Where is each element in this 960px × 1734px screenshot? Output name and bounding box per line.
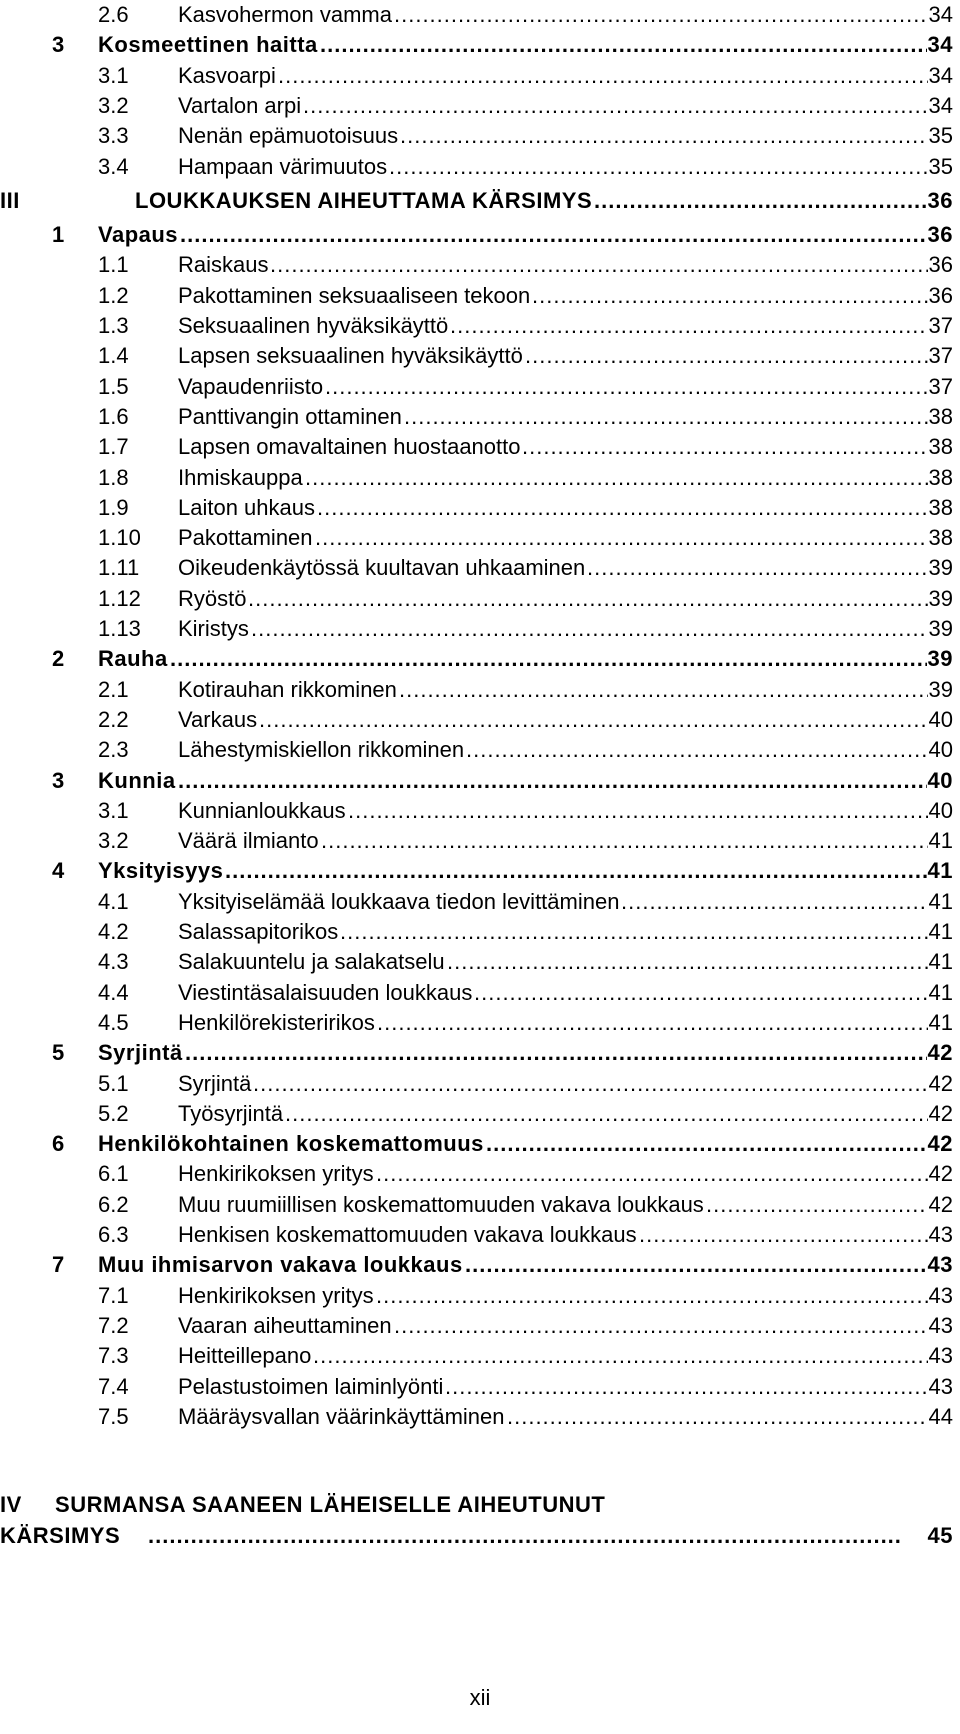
toc-leader-dots <box>303 91 928 121</box>
toc-leader-dots <box>285 1099 928 1129</box>
toc-page-number: 38 <box>928 465 953 490</box>
toc-page-number: 35 <box>928 154 953 179</box>
toc-section-number: 4.4 <box>98 980 129 1005</box>
toc-page-number: 41 <box>928 1010 953 1035</box>
toc-entry[interactable] <box>0 493 953 523</box>
toc-section-number: 2.6 <box>98 2 129 27</box>
toc-entry[interactable] <box>0 1372 953 1402</box>
toc-entry[interactable] <box>0 978 953 1008</box>
toc-section-number: III <box>0 188 20 213</box>
toc-page-number: 37 <box>928 313 953 338</box>
toc-page-number: 34 <box>928 2 953 27</box>
toc-leader-dots <box>253 1069 928 1099</box>
toc-section-title: Henkilökohtainen koskemattomuus <box>98 1131 484 1156</box>
toc-section-title: Kosmeettinen haitta <box>98 32 318 57</box>
toc-section-title: Lapsen omavaltainen huostaanotto <box>178 434 521 459</box>
toc-leader-dots <box>706 1190 928 1220</box>
toc-page-number: 40 <box>927 768 953 793</box>
toc-entry[interactable] <box>0 917 953 947</box>
toc-section-number: 3.1 <box>98 63 129 88</box>
toc-section-title: Syrjintä <box>178 1071 252 1096</box>
toc-page-number: 35 <box>928 123 953 148</box>
toc-part-iv-title-line2: KÄRSIMYS <box>0 1523 121 1548</box>
toc-page-number: 37 <box>928 343 953 368</box>
toc-leader-dots <box>178 766 927 796</box>
toc-leader-dots <box>522 432 928 462</box>
toc-entry[interactable] <box>0 1402 953 1432</box>
toc-section-number: 7.4 <box>98 1374 129 1399</box>
toc-page-number: 39 <box>928 555 953 580</box>
toc-section-number: 1.3 <box>98 313 129 338</box>
toc-section-number: 4.5 <box>98 1010 129 1035</box>
toc-section-number: 1.1 <box>98 252 129 277</box>
toc-section-title: Yksityisyys <box>98 858 224 883</box>
toc-page-number: 43 <box>927 1252 953 1277</box>
toc-section-number: 4 <box>52 858 65 883</box>
toc-page-number: 40 <box>928 798 953 823</box>
toc-entry-part-iv[interactable] <box>0 1521 953 1551</box>
toc-leader-dots <box>399 675 928 705</box>
toc-part-iv-heading <box>0 1490 605 1520</box>
toc-entry[interactable] <box>0 796 953 826</box>
toc-entry[interactable] <box>0 523 953 553</box>
toc-entry[interactable] <box>0 121 953 151</box>
toc-section-number: 7.1 <box>98 1283 129 1308</box>
toc-section-number: 2.3 <box>98 737 129 762</box>
toc-leader-dots <box>594 186 927 216</box>
toc-leader-dots <box>474 978 928 1008</box>
toc-page-number: 42 <box>927 1040 953 1065</box>
toc-page-number: 41 <box>928 980 953 1005</box>
toc-section-number: 2 <box>52 646 65 671</box>
toc-leader-dots <box>320 30 927 60</box>
toc-page-number: 42 <box>928 1071 953 1096</box>
toc-section-number: 7.3 <box>98 1343 129 1368</box>
toc-page-number: 42 <box>928 1192 953 1217</box>
toc-leader-dots <box>148 1521 903 1551</box>
toc-entry[interactable] <box>0 1250 953 1280</box>
toc-page-number: 41 <box>928 889 953 914</box>
toc-entry[interactable] <box>0 1311 953 1341</box>
toc-section-title: Henkisen koskemattomuuden vakava loukkaus <box>178 1222 637 1247</box>
toc-section-number: 2.2 <box>98 707 129 732</box>
toc-leader-dots <box>400 121 928 151</box>
toc-section-number: 1 <box>52 222 65 247</box>
toc-section-title: Muu ihmisarvon vakava loukkaus <box>98 1252 463 1277</box>
toc-entry[interactable] <box>0 887 953 917</box>
toc-page-number: 37 <box>928 374 953 399</box>
toc-entry[interactable] <box>0 30 953 60</box>
toc-section-title: Seksuaalinen hyväksikäyttö <box>178 313 449 338</box>
toc-section-number: 4.3 <box>98 949 129 974</box>
toc-section-title: Muu ruumiillisen koskemattomuuden vakava loukkaus <box>178 1192 704 1217</box>
toc-section-number: 3.2 <box>98 828 129 853</box>
toc-section-title: Lapsen seksuaalinen hyväksikäyttö <box>178 343 523 368</box>
toc-page-number: 40 <box>928 707 953 732</box>
toc-section-title: Ryöstö <box>178 586 247 611</box>
toc-entry[interactable] <box>0 1159 953 1189</box>
toc-section-title: Pelastustoimen laiminlyönti <box>178 1374 444 1399</box>
toc-leader-dots <box>313 1341 928 1371</box>
toc-section-title: LOUKKAUKSEN AIHEUTTAMA KÄRSIMYS <box>135 188 593 213</box>
toc-section-title: Viestintäsalaisuuden loukkaus <box>178 980 473 1005</box>
toc-leader-dots <box>525 341 928 371</box>
toc-section-number: 3.1 <box>98 798 129 823</box>
toc-section-title: Henkirikoksen yritys <box>178 1283 374 1308</box>
toc-page-number: 38 <box>928 525 953 550</box>
toc-entry[interactable] <box>0 644 953 674</box>
toc-page-number: 36 <box>928 283 953 308</box>
toc-section-title: Kunnianloukkaus <box>178 798 346 823</box>
toc-entry[interactable] <box>0 1008 953 1038</box>
toc-entry[interactable] <box>0 1190 953 1220</box>
toc-entry[interactable] <box>0 152 953 182</box>
toc-leader-dots <box>325 372 928 402</box>
toc-leader-dots <box>315 523 928 553</box>
toc-section-title: Nenän epämuotoisuus <box>178 123 399 148</box>
toc-section-number: 5.1 <box>98 1071 129 1096</box>
toc-page-number: 36 <box>928 252 953 277</box>
toc-page-number: 43 <box>928 1313 953 1338</box>
toc-section-title: Yksityiselämää loukkaava tiedon levittäminen <box>178 889 620 914</box>
toc-leader-dots <box>270 250 928 280</box>
toc-leader-dots <box>376 1159 928 1189</box>
toc-section-number: 7.2 <box>98 1313 129 1338</box>
toc-section-number: 1.8 <box>98 465 129 490</box>
toc-entry[interactable] <box>0 1038 953 1068</box>
toc-page-number: 39 <box>928 586 953 611</box>
toc-page-number: 34 <box>928 63 953 88</box>
toc-leader-dots <box>450 311 928 341</box>
toc-leader-dots <box>340 917 928 947</box>
toc-page-number: 42 <box>928 1101 953 1126</box>
toc-entry[interactable] <box>0 553 953 583</box>
toc-section-number: 2.1 <box>98 677 129 702</box>
toc-leader-dots <box>587 553 928 583</box>
toc-entry[interactable] <box>0 61 953 91</box>
toc-entry[interactable] <box>0 614 953 644</box>
toc-section-title: Kasvoarpi <box>178 63 276 88</box>
toc-section-number: 1.7 <box>98 434 129 459</box>
toc-page-number: 43 <box>928 1222 953 1247</box>
toc-section-number: 1.12 <box>98 586 141 611</box>
toc-section-title: Rauha <box>98 646 168 671</box>
toc-section-number: 7 <box>52 1252 65 1277</box>
toc-section-number: 1.13 <box>98 616 141 641</box>
toc-entry[interactable] <box>0 372 953 402</box>
toc-leader-dots <box>305 463 928 493</box>
toc-page-number: 43 <box>928 1343 953 1368</box>
toc-page-number: 34 <box>928 93 953 118</box>
toc-leader-dots <box>259 705 928 735</box>
toc-page-number: 34 <box>927 32 953 57</box>
toc-section-title: Työsyrjintä <box>178 1101 284 1126</box>
toc-section-title: Kotirauhan rikkominen <box>178 677 397 702</box>
toc-section-title: Varkaus <box>178 707 258 732</box>
toc-section-title: Panttivangin ottaminen <box>178 404 402 429</box>
toc-entry[interactable] <box>0 947 953 977</box>
toc-leader-dots <box>507 1402 928 1432</box>
toc-leader-dots <box>185 1038 927 1068</box>
toc-section-title: Hampaan värimuutos <box>178 154 388 179</box>
toc-page-number: 42 <box>927 1131 953 1156</box>
toc-leader-dots <box>376 1281 928 1311</box>
toc-section-title: Vaaran aiheuttaminen <box>178 1313 392 1338</box>
toc-section-title: Vapaus <box>98 222 179 247</box>
toc-section-number: 6.2 <box>98 1192 129 1217</box>
toc-section-number: 1.6 <box>98 404 129 429</box>
toc-entry[interactable] <box>0 281 953 311</box>
toc-section-title: Heitteillepano <box>178 1343 312 1368</box>
toc-leader-dots <box>180 220 927 250</box>
page-footer-number: xii <box>469 1685 491 1710</box>
toc-part-iv-title-line1: SURMANSA SAANEEN LÄHEISELLE AIHEUTUNUT <box>55 1492 606 1517</box>
toc-page-number: 42 <box>928 1161 953 1186</box>
toc-section-number: 1.2 <box>98 283 129 308</box>
toc-entry[interactable] <box>0 311 953 341</box>
toc-section-number: 3 <box>52 768 65 793</box>
toc-section-title: Pakottaminen seksuaaliseen tekoon <box>178 283 531 308</box>
toc-section-number: 1.5 <box>98 374 129 399</box>
toc-page-number: 41 <box>928 919 953 944</box>
toc-section-title: Väärä ilmianto <box>178 828 319 853</box>
toc-leader-dots <box>317 493 928 523</box>
toc-entry[interactable] <box>0 432 953 462</box>
toc-leader-dots <box>621 887 928 917</box>
toc-page-number: 39 <box>928 677 953 702</box>
toc-page-number: 36 <box>927 222 953 247</box>
toc-section-number: 1.4 <box>98 343 129 368</box>
toc-section-title: Oikeudenkäytössä kuultavan uhkaaminen <box>178 555 586 580</box>
toc-leader-dots <box>389 152 928 182</box>
toc-section-number: 3.2 <box>98 93 129 118</box>
toc-entry[interactable] <box>0 766 953 796</box>
toc-section-number: 6.1 <box>98 1161 129 1186</box>
toc-entry[interactable] <box>0 463 953 493</box>
toc-leader-dots <box>639 1220 928 1250</box>
toc-section-title: Määräysvallan väärinkäyttäminen <box>178 1404 505 1429</box>
toc-entry[interactable] <box>0 1099 953 1129</box>
toc-section-title: Kiristys <box>178 616 249 641</box>
toc-leader-dots <box>486 1129 927 1159</box>
toc-section-number: 3.3 <box>98 123 129 148</box>
toc-page-number: 40 <box>928 737 953 762</box>
toc-page-number: 39 <box>927 646 953 671</box>
toc-section-title: Vapaudenriisto <box>178 374 324 399</box>
toc-section-number: 4.2 <box>98 919 129 944</box>
toc-entry[interactable] <box>0 856 953 886</box>
toc-leader-dots <box>465 1250 927 1280</box>
toc-section-title: Vartalon arpi <box>178 93 302 118</box>
toc-section-number: 1.10 <box>98 525 141 550</box>
toc-entry[interactable] <box>0 1069 953 1099</box>
toc-part-iv-number: IV <box>0 1492 22 1517</box>
toc-section-number: 6.3 <box>98 1222 129 1247</box>
toc-section-title: Raiskaus <box>178 252 269 277</box>
toc-section-title: Lähestymiskiellon rikkominen <box>178 737 465 762</box>
toc-section-number: 5 <box>52 1040 65 1065</box>
toc-leader-dots <box>394 0 928 30</box>
toc-section-number: 3 <box>52 32 65 57</box>
toc-leader-dots <box>225 856 927 886</box>
toc-leader-dots <box>466 735 928 765</box>
toc-page-number: 43 <box>928 1374 953 1399</box>
toc-entry[interactable] <box>0 675 953 705</box>
toc-entry[interactable] <box>0 1129 953 1159</box>
toc-section-title: Pakottaminen <box>178 525 313 550</box>
toc-entry[interactable] <box>0 341 953 371</box>
toc-section-number: 4.1 <box>98 889 129 914</box>
toc-section-number: 3.4 <box>98 154 129 179</box>
toc-section-title: Ihmiskauppa <box>178 465 303 490</box>
toc-leader-dots <box>445 1372 928 1402</box>
toc-leader-dots <box>394 1311 928 1341</box>
toc-page-number: 45 <box>927 1523 953 1548</box>
toc-leader-dots <box>248 584 928 614</box>
toc-entry[interactable] <box>0 735 953 765</box>
toc-page-number: 43 <box>928 1283 953 1308</box>
toc-page-number: 39 <box>928 616 953 641</box>
toc-page-number: 38 <box>928 495 953 520</box>
toc-page-number: 41 <box>927 858 953 883</box>
toc-section-title: Kasvohermon vamma <box>178 2 392 27</box>
toc-leader-dots <box>278 61 928 91</box>
toc-section-title: Henkirikoksen yritys <box>178 1161 374 1186</box>
toc-entry[interactable] <box>0 705 953 735</box>
toc-section-number: 6 <box>52 1131 65 1156</box>
toc-page-number: 38 <box>928 434 953 459</box>
toc-page-number: 41 <box>928 949 953 974</box>
toc-page-number: 44 <box>928 1404 953 1429</box>
toc-section-title: Henkilörekisteririkos <box>178 1010 375 1035</box>
toc-entry[interactable] <box>0 91 953 121</box>
toc-leader-dots <box>321 826 928 856</box>
toc-entry[interactable] <box>0 1281 953 1311</box>
toc-leader-dots <box>170 644 927 674</box>
toc-leader-dots <box>348 796 928 826</box>
toc-leader-dots <box>377 1008 928 1038</box>
toc-section-number: 5.2 <box>98 1101 129 1126</box>
toc-entry[interactable] <box>0 0 953 30</box>
toc-leader-dots <box>251 614 928 644</box>
toc-entry[interactable] <box>0 250 953 280</box>
toc-section-title: Kunnia <box>98 768 176 793</box>
toc-page-number: 36 <box>927 188 953 213</box>
toc-entry[interactable] <box>0 186 953 216</box>
toc-entry[interactable] <box>0 1341 953 1371</box>
toc-section-number: 1.11 <box>98 555 140 580</box>
toc-entry[interactable] <box>0 826 953 856</box>
toc-entry[interactable] <box>0 402 953 432</box>
toc-leader-dots <box>532 281 928 311</box>
toc-entry[interactable] <box>0 584 953 614</box>
toc-section-number: 1.9 <box>98 495 129 520</box>
toc-leader-dots <box>447 947 928 977</box>
toc-section-number: 7.5 <box>98 1404 129 1429</box>
toc-page-number: 41 <box>928 828 953 853</box>
toc-section-title: Salakuuntelu ja salakatselu <box>178 949 445 974</box>
toc-page-number: 38 <box>928 404 953 429</box>
toc-entry[interactable] <box>0 220 953 250</box>
toc-entry[interactable] <box>0 1220 953 1250</box>
toc-section-title: Laiton uhkaus <box>178 495 315 520</box>
toc-section-title: Salassapitorikos <box>178 919 339 944</box>
toc-leader-dots <box>404 402 928 432</box>
toc-section-title: Syrjintä <box>98 1040 183 1065</box>
